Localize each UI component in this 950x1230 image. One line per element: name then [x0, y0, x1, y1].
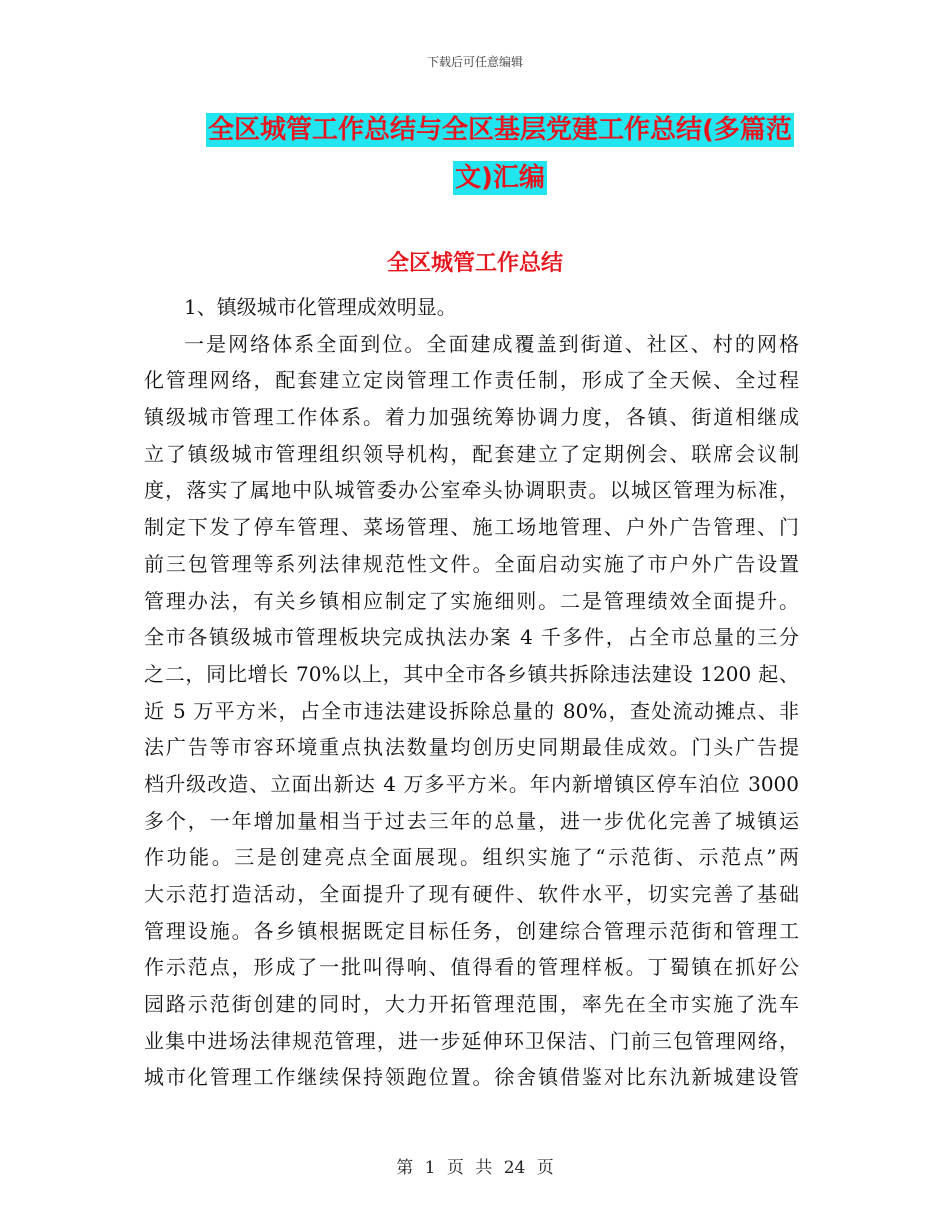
- paragraph-line: 大示范打造活动，全面提升了现有硬件、软件水平，切实完善了基础: [144, 882, 799, 906]
- paragraph-line: 前三包管理等系列法律规范性文件。全面启动实施了市户外广告设置: [144, 551, 799, 576]
- document-title-line-1: 全区城管工作总结与全区基层党建工作总结(多篇范: [208, 115, 792, 145]
- paragraph-line: 制定下发了停车管理、菜场管理、施工场地管理、户外广告管理、门: [144, 515, 799, 540]
- paragraph-line: 园路示范街创建的同时，大力开拓管理范围，率先在全市实施了洗车: [144, 992, 799, 1017]
- paragraph-line: 档升级改造、立面出新达 4 万多平方米。年内新增镇区停车泊位 3000: [144, 771, 799, 796]
- section-title: 全区城管工作总结: [386, 251, 563, 276]
- paragraph-line: 业集中进场法律规范管理，进一步延伸环卫保洁、门前三包管理网络，: [144, 1028, 799, 1053]
- paragraph-line: 镇级城市管理工作体系。着力加强统筹协调力度，各镇、街道相继成: [144, 405, 799, 430]
- header-note: 下载后可任意编辑: [426, 55, 523, 69]
- paragraph-line: 城市化管理工作继续保持领跑位置。徐舍镇借鉴对比东氿新城建设管: [144, 1065, 799, 1090]
- body-text: [144, 289, 799, 1096]
- paragraph-line: 度，落实了属地中队城管委办公室牵头协调职责。以城区管理为标准，: [144, 478, 799, 503]
- paragraph-line: 全市各镇级城市管理板块完成执法办案 4 千多件，占全市总量的三分: [144, 625, 799, 650]
- paragraph-line: 作示范点，形成了一批叫得响、值得看的管理样板。丁蜀镇在抓好公: [144, 955, 799, 980]
- paragraph-line: 多个，一年增加量相当于过去三年的总量，进一步优化完善了城镇运: [144, 808, 799, 833]
- paragraph-line: 作功能。三是创建亮点全面展现。组织实施了“示范街、示范点”两: [144, 845, 799, 870]
- paragraph-line: 立了镇级城市管理组织领导机构，配套建立了定期例会、联席会议制: [144, 441, 799, 466]
- paragraph-line: 化管理网络，配套建立定岗管理工作责任制，形成了全天候、全过程: [144, 368, 799, 393]
- paragraph-line: 之二，同比增长 70%以上，其中全市各乡镇共拆除违法建设 1200 起、: [144, 661, 799, 686]
- paragraph-line: 法广告等市容环境重点执法数量均创历史同期最佳成效。门头广告提: [144, 735, 799, 760]
- paragraph-line: 1、镇级城市化管理成效明显。: [184, 295, 457, 319]
- page-footer: 第 1 页 共 24 页: [396, 1158, 554, 1178]
- paragraph-line: 管理办法，有关乡镇相应制定了实施细则。二是管理绩效全面提升。: [144, 588, 799, 613]
- paragraph-line: 管理设施。各乡镇根据既定目标任务，创建综合管理示范街和管理工: [144, 918, 799, 943]
- document-title-line-2: 文)汇编: [455, 163, 545, 193]
- paragraph-line: 近 5 万平方米，占全市违法建设拆除总量的 80%，查处流动摊点、非: [144, 698, 799, 723]
- document-title: [150, 106, 850, 202]
- paragraph-line: 一是网络体系全面到位。全面建成覆盖到街道、社区、村的网格: [184, 331, 799, 356]
